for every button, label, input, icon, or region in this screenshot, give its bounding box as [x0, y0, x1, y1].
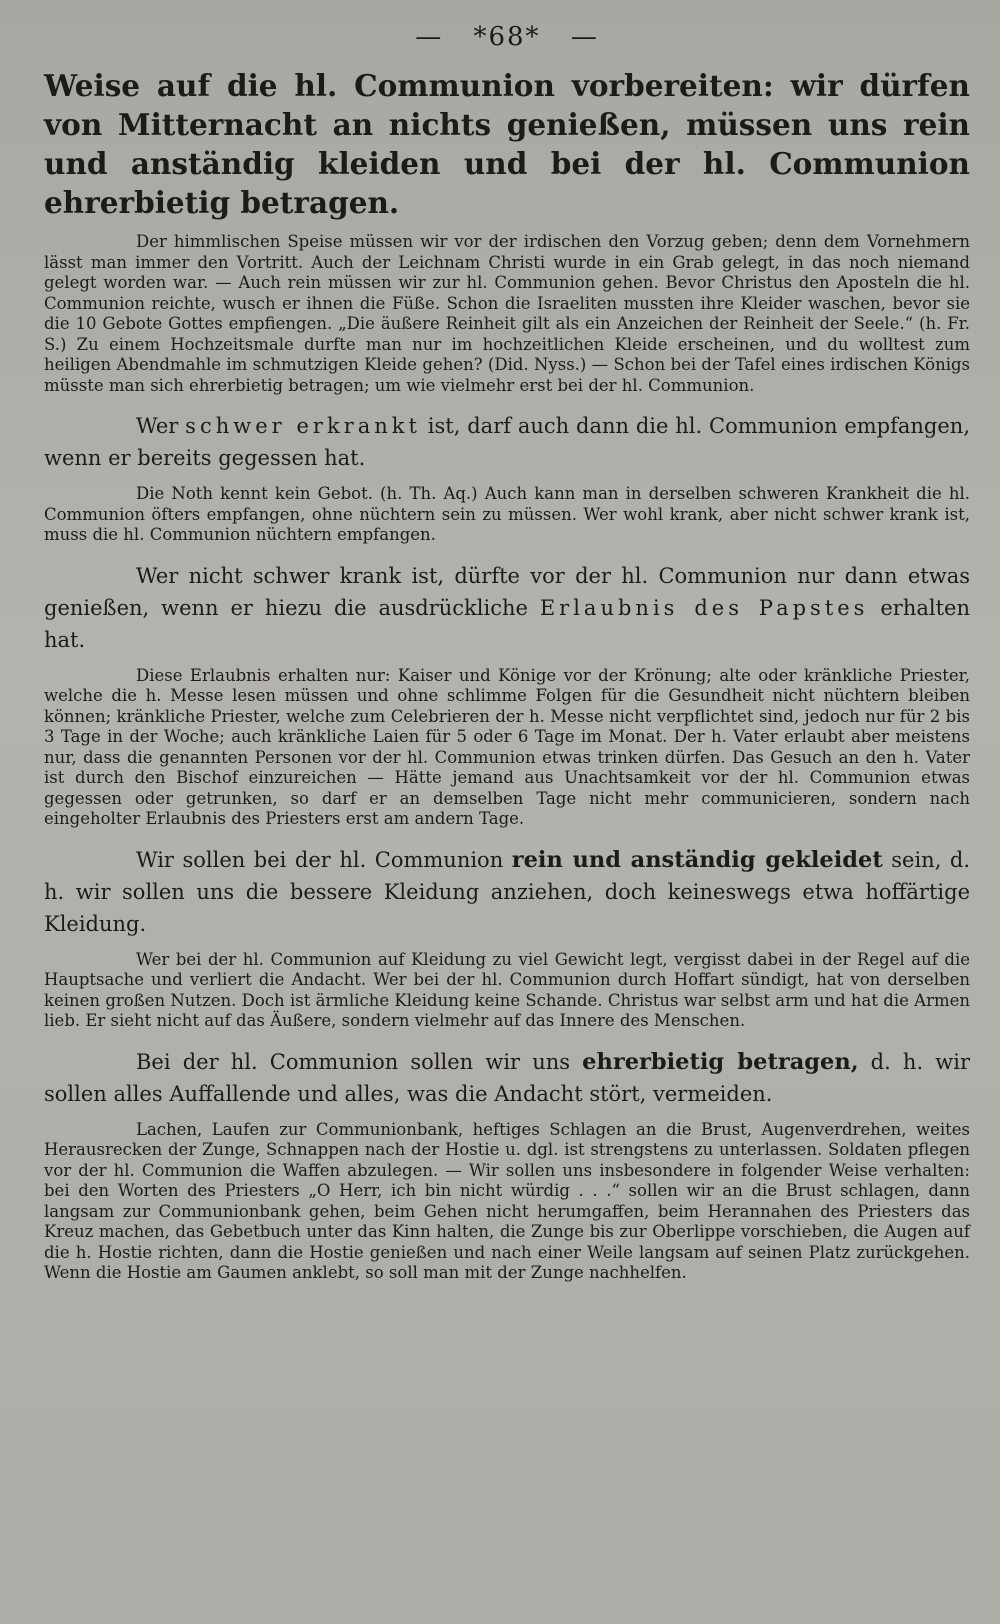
rule-2-emphasis: Erlaubnis des Papstes — [539, 595, 869, 620]
body-paragraph-5: Lachen, Laufen zur Communionbank, heftiges Schlagen an die Brust, Augenverdrehen, weites Herausrecken der Zunge, Schnappen nach der Hostie u. dgl. ist strengstens zu unterlassen. Soldaten pflegen vor der hl. Communion die Waffen abzulegen. — Wir sollen uns insbesondere in folgender Weise verhalten: bei den Worten des Priesters „O Herr, ich bin nicht würdig . . .“ sollen wir an die Brust schlagen, dann langsam zur Communionbank gehen, beim Gehen nicht herumgaffen, beim Herannahen des Priesters das Kreuz machen, das Gebetbuch unter das Kinn halten, die Zunge bis zur Oberlippe vorschieben, die Augen auf die h. Hostie richten, dann die Hostie genießen und nach einer Weile langsam auf seinen Platz zurückgehen. Wenn die Hostie am Gaumen anklebt, so soll man mit der Zunge nachhelfen. — [44, 1119, 970, 1282]
rule-1-text-b: ist, darf auch dann die hl. Communion empfangen, wenn er bereits gegessen hat. — [44, 414, 970, 470]
rule-paragraph-2 — [44, 560, 970, 656]
rule-2-text-b: erhalten hat. — [44, 595, 970, 652]
rule-1-emphasis: schwer erkrankt — [185, 414, 421, 438]
page-number — [44, 22, 970, 52]
body-paragraph-3: Diese Erlaubnis erhalten nur: Kaiser und Könige vor der Krönung; alte oder kränkliche Priester, welche die h. Messe lesen müssen und ohne schlimme Folgen für die Gesundheit nicht nüchtern bleiben können; kränkliche Priester, welche zum Celebrieren der h. Messe nicht verpflichtet sind, jedoch nur für 2 bis 3 Tage in der Woche; auch kränkliche Laien für 5 oder 6 Tage im Monat. Der h. Vater erlaubt aber meistens nur, dass die genannten Personen vor der hl. Communion etwas trinken dürfen. Das Gesuch an den h. Vater ist durch den Bischof einzureichen — Hätte jemand aus Unachtsamkeit vor der hl. Communion etwas gegessen oder getrunken, so darf er an demselben Tage nicht mehr communicieren, sondern nach eingeholter Erlaubnis des Priesters erst am andern Tage. — [44, 665, 970, 828]
heading-paragraph: Weise auf die hl. Communion vorbereiten: wir dürfen von Mitternacht an nichts genießen, müssen uns rein und anständig kleiden und bei der hl. Communion ehrerbietig betragen. — [44, 68, 970, 220]
rule-1-text-a: Wer — [136, 414, 186, 438]
rule-paragraph-1 — [44, 410, 970, 474]
rule-3-text-b: sein, d. h. wir sollen uns die bessere Kleidung anziehen, doch keineswegs etwa hoffärtige Kleidung. — [44, 847, 971, 936]
rule-4-text-b: d. h. wir sollen alles Auffallende und alles, was die Andacht stört, vermeiden. — [44, 1049, 970, 1106]
body-paragraph-1: Der himmlischen Speise müssen wir vor der irdischen den Vorzug geben; denn dem Vornehmern lässt man immer den Vortritt. Auch der Leichnam Christi wurde in ein Grab gelegt, in das noch niemand gelegt worden war. — Auch rein müssen wir zur hl. Communion gehen. Bevor Christus den Aposteln die hl. Communion reichte, wusch er ihnen die Füße. Schon die Israeliten mussten ihre Kleider waschen, bevor sie die 10 Gebote Gottes empfiengen. „Die äußere Reinheit gilt als ein Anzeichen der Reinheit der Seele.“ (h. Fr. S.) Zu einem Hochzeitsmale durfte man nur im hochzeitlichen Kleide erscheinen, und du wolltest zum heiligen Abendmahle im schmutzigen Kleide gehen? (Did. Nyss.) — Schon bei der Tafel eines irdischen Königs müsste man sich ehrerbietig betragen; um wie vielmehr erst bei der hl. Communion. — [44, 232, 970, 395]
rule-2-text-a: Wer nicht schwer krank ist, dürfte vor der hl. Communion nur dann etwas genießen, wenn er hiezu die ausdrückliche — [44, 563, 970, 620]
rule-3-emphasis: rein und anständig gekleidet — [511, 846, 883, 873]
rule-paragraph-3 — [44, 844, 970, 940]
body-paragraph-2: Die Noth kennt kein Gebot. (h. Th. Aq.) Auch kann man in derselben schweren Krankheit die hl. Communion öfters empfangen, ohne nüchtern sein zu müssen. Wer wohl krank, aber nicht schwer krank ist, muss die hl. Communion nüchtern empfangen. — [44, 484, 970, 544]
body-paragraph-4: Wer bei der hl. Communion auf Kleidung zu viel Gewicht legt, vergisst dabei in der Regel auf die Hauptsache und verliert die Andacht. Wer bei der hl. Communion durch Hoffart sündigt, hat von derselben keinen großen Nutzen. Doch ist ärmliche Kleidung keine Schande. Christus war selbst arm und hat die Armen lieb. Er sieht nicht auf das Äußere, sondern vielmehr auf das Innere des Menschen. — [44, 949, 970, 1030]
rule-paragraph-4 — [44, 1046, 970, 1110]
rule-4-emphasis: ehrerbietig betragen, — [582, 1048, 859, 1075]
page-number-text: *68* — [473, 22, 541, 52]
rule-3-text-a: Wir sollen bei der hl. Communion — [136, 847, 512, 872]
page-number-dash-left: — — [415, 22, 444, 52]
page-number-dash-right: — — [570, 22, 599, 52]
rule-4-text-a: Bei der hl. Communion sollen wir uns — [136, 1049, 583, 1074]
